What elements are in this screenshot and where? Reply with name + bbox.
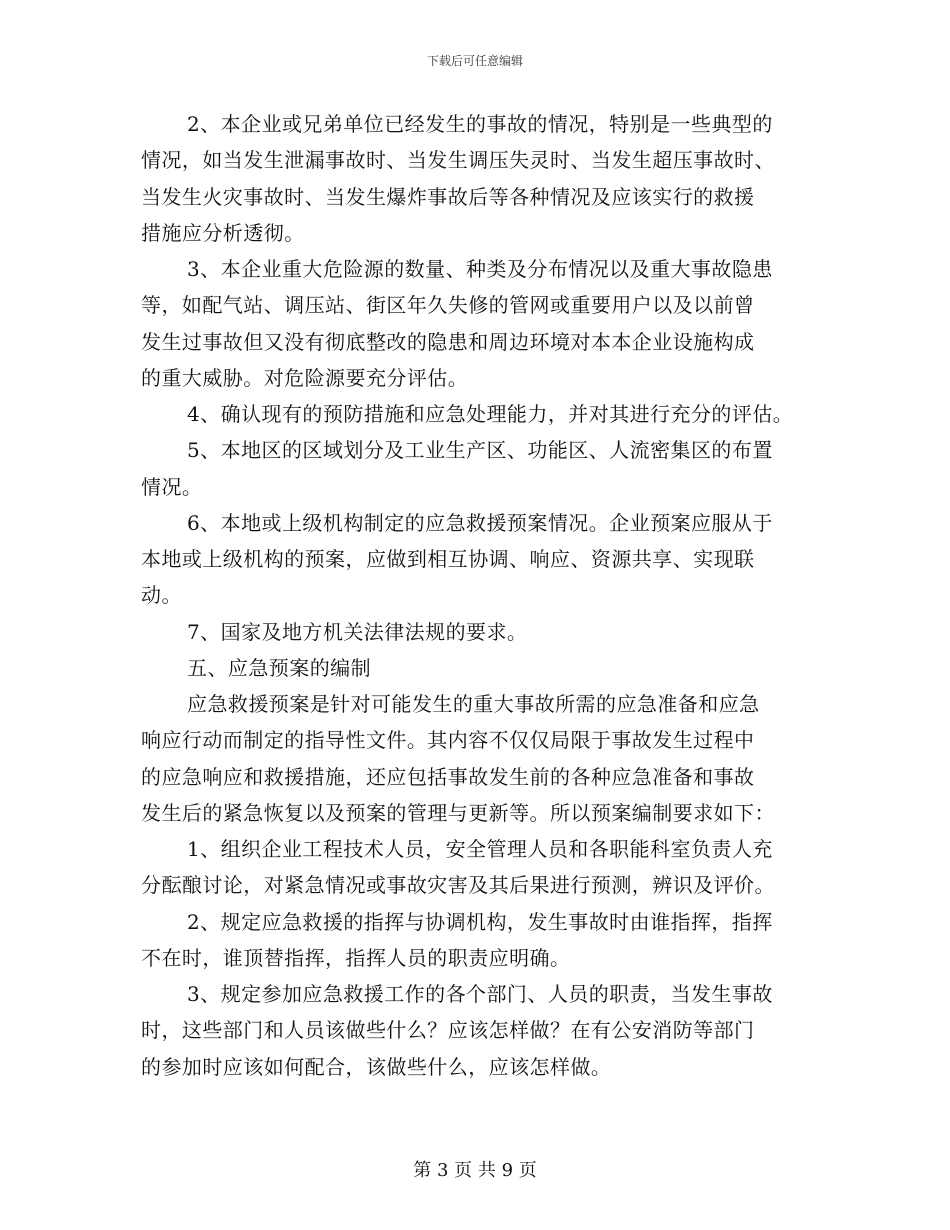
text-line: 2、规定应急救援的指挥与协调机构，发生事故时由谁指挥，指挥 — [187, 909, 773, 934]
text-line: 的应急响应和救援措施，还应包括事故发生前的各种应急准备和事故 — [141, 764, 755, 789]
text-line: 等，如配气站、调压站、街区年久失修的管网或重要用户以及以前曾 — [141, 293, 755, 318]
text-line: 的重大威胁。对危险源要充分评估。 — [141, 365, 469, 390]
text-line: 本地或上级机构的预案，应做到相互协调、响应、资源共享、实现联 — [141, 547, 755, 571]
text-line: 6、本地或上级机构制定的应急救援预案情况。企业预案应服从于 — [187, 510, 773, 535]
text-line: 应急救援预案是针对可能发生的重大事故所需的应急准备和应急 — [187, 692, 760, 716]
text-line: 情况，如当发生泄漏事故时、当发生调压失灵时、当发生超压事故时、 — [141, 148, 775, 173]
document-body — [141, 106, 831, 1085]
text-line: 发生后的紧急恢复以及预案的管理与更新等。所以预案编制要求如下： — [141, 800, 775, 825]
text-line: 当发生火灾事故时、当发生爆炸事故后等各种情况及应该实行的救援 — [141, 184, 755, 209]
text-line: 1、组织企业工程技术人员，安全管理人员和各职能科室负责人充 — [187, 837, 773, 861]
text-line: 发生过事故但又没有彻底整改的隐患和周边环境对本本企业设施构成 — [141, 329, 755, 354]
text-line: 不在时，谁顶替指挥，指挥人员的职责应明确。 — [141, 945, 571, 970]
text-line: 五、应急预案的编制 — [187, 655, 372, 680]
text-line: 2、本企业或兄弟单位已经发生的事故的情况，特别是一些典型的 — [187, 112, 773, 136]
text-line: 情况。 — [141, 474, 203, 499]
text-line: 时，这些部门和人员该做些什么？应该怎样做？在有公安消防等部门 — [141, 1018, 755, 1043]
text-line: 7、国家及地方机关法律法规的要求。 — [187, 619, 528, 644]
text-line: 的参加时应该如何配合，该做些什么，应该怎样做。 — [141, 1054, 612, 1079]
text-line: 动。 — [141, 583, 182, 608]
text-line: 3、规定参加应急救援工作的各个部门、人员的职责，当发生事故 — [187, 982, 773, 1006]
text-line: 措施应分析透彻。 — [141, 220, 305, 245]
text-line: 分酝酿讨论，对紧急情况或事故灾害及其后果进行预测，辨识及评价。 — [141, 873, 775, 898]
text-line: 4、确认现有的预防措施和应急处理能力，并对其进行充分的评估。 — [187, 402, 794, 426]
text-line: 响应行动而制定的指导性文件。其内容不仅仅局限于事故发生过程中 — [141, 728, 755, 753]
page-number-footer: 第 3 页 共 9 页 — [413, 1160, 537, 1181]
text-line: 3、本企业重大危险源的数量、种类及分布情况以及重大事故隐患 — [187, 257, 773, 281]
page-header: 下载后可任意编辑 — [426, 54, 523, 68]
text-line: 5、本地区的区域划分及工业生产区、功能区、人流密集区的布置 — [187, 438, 773, 463]
